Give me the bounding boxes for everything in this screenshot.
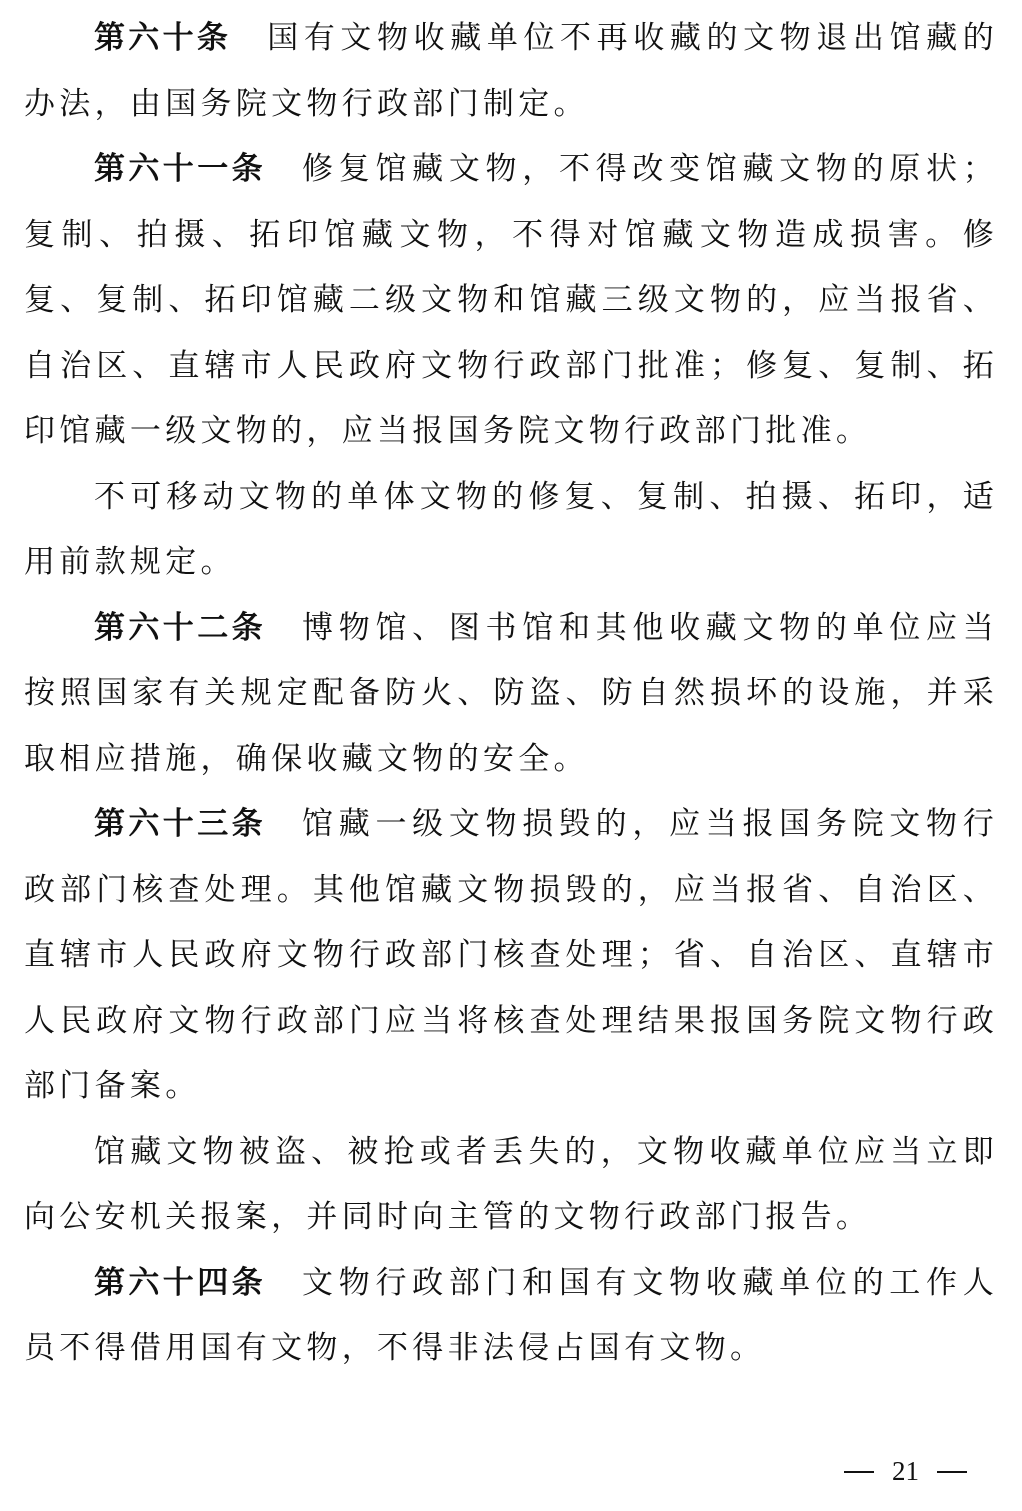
article-text: 修复馆藏文物，不得改变馆藏文物的原状；复制、拍摄、拓印馆藏文物，不得对馆藏文物造成损害。修复、复制、拓印馆藏二级文物和馆藏三级文物的，应当报省、自治区、直辖市人民政府文物行政部门批准；修复、复制、拓印馆藏一级文物的，应当报国务院文物行政部门批准。 [24,151,999,449]
article-label: 第六十四条 [94,1264,267,1301]
article-62 [24,596,998,793]
article-60 [24,6,998,137]
article-text: 博物馆、图书馆和其他收藏文物的单位应当按照国家有关规定配备防火、防盗、防自然损坏的设施，并采取相应措施，确保收藏文物的安全。 [24,609,999,777]
footer-dash-right [937,1471,967,1473]
article-text: 馆藏文物被盗、被抢或者丢失的，文物收藏单位应当立即向公安机关报案，并同时向主管的文物行政部门报告。 [24,1133,998,1235]
article-label: 第六十一条 [94,151,267,187]
document-page [24,6,998,1382]
article-63-paragraph-2 [24,1120,998,1251]
article-text: 文物行政部门和国有文物收藏单位的工作人员不得借用国有文物，不得非法侵占国有文物。 [24,1264,999,1366]
article-text: 馆藏一级文物损毁的，应当报国务院文物行政部门核查处理。其他馆藏文物损毁的，应当报省、自治区、直辖市人民政府文物行政部门核查处理；省、自治区、直辖市人民政府文物行政部门应当将核查处理结果报国务院文物行政部门备案。 [24,806,999,1104]
article-text: 不可移动文物的单体文物的修复、复制、拍摄、拓印，适用前款规定。 [24,478,998,580]
article-label: 第六十二条 [94,609,267,646]
article-text: 国有文物收藏单位不再收藏的文物退出馆藏的办法，由国务院文物行政部门制定。 [24,20,998,122]
article-61 [24,137,998,465]
article-63 [24,792,998,1120]
article-label: 第六十三条 [94,806,267,842]
article-label: 第六十条 [94,20,232,56]
article-64 [24,1251,998,1382]
page-number: 21 [892,1456,919,1486]
footer-dash-left [844,1471,874,1473]
page-footer [844,1456,967,1487]
article-61-paragraph-2 [24,465,998,596]
